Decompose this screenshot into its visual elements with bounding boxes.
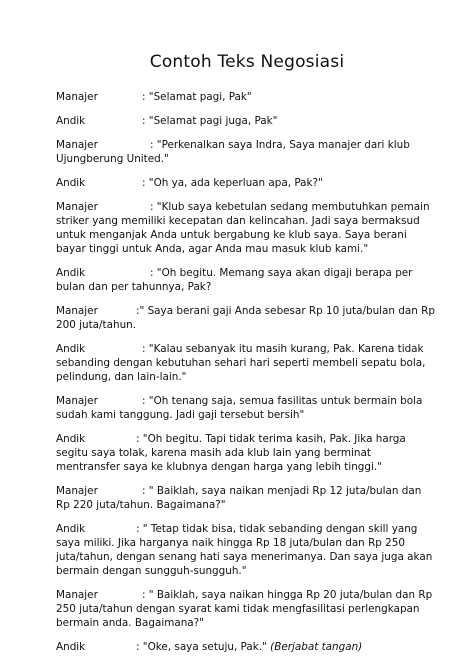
speech-text: : " Baiklah, saya naikan menjadi Rp 12 juta/bulan dan Rp 220 juta/tahun. Bagaimana?"	[56, 485, 422, 511]
speech-text: : "Selamat pagi, Pak"	[142, 91, 252, 103]
speech-text: : "Kalau sebanyak itu masih kurang, Pak. Karena tidak sebanding dengan kebutuhan sehari hari seperti membeli sepatu bola, pelindung, dan lain-lain."	[56, 343, 426, 383]
speaker-name: Manajer	[56, 395, 98, 407]
speech-text: : "Perkenalkan saya Indra, Saya manajer dari klub Ujungberung United."	[56, 139, 410, 165]
speech-text: : "Oh ya, ada keperluan apa, Pak?"	[142, 177, 323, 189]
dialogue-line	[56, 304, 438, 332]
speaker-name: Manajer	[56, 485, 98, 497]
dialogue-line	[56, 522, 438, 578]
speech-text: :" Saya berani gaji Anda sebesar Rp 10 juta/bulan dan Rp 200 juta/tahun.	[56, 305, 435, 331]
speaker-name: Manajer	[56, 589, 98, 601]
speaker-name: Andik	[56, 177, 86, 189]
speaker-name: Andik	[56, 343, 86, 355]
dialogue-line	[56, 200, 438, 256]
speaker-name: Manajer	[56, 91, 98, 103]
dialogue-line	[56, 588, 438, 630]
dialogue-line	[56, 90, 438, 104]
dialogue-line	[56, 394, 438, 422]
speech-text: : "Klub saya kebetulan sedang membutuhkan pemain striker yang memiliki kecepatan dan kelincahan. Jadi saya bermaksud untuk menganjak Anda untuk bergabung ke klub saya. Saya berani bayar tinggi untuk Anda, agar Anda mau masuk klub kami."	[56, 201, 430, 255]
speaker-name: Andik	[56, 115, 86, 127]
speech-text: : " Baiklah, saya naikan hingga Rp 20 juta/bulan dan Rp 250 juta/tahun dengan syarat kami tidak mengfasilitasi perlengkapan bermain anda. Bagaimana?"	[56, 589, 433, 629]
speaker-name: Manajer	[56, 201, 98, 213]
speech-text: : "Oh begitu. Tapi tidak terima kasih, Pak. Jika harga segitu saya tolak, karena masih ada klub lain yang berminat mentransfer saya ke klubnya dengan harga yang lebih tinggi."	[56, 433, 406, 473]
dialogue-line	[56, 432, 438, 474]
dialogue-line	[56, 266, 438, 294]
speaker-name: Andik	[56, 641, 86, 653]
speech-text: : "Oh begitu. Memang saya akan digaji berapa per bulan dan per tahunnya, Pak?	[56, 267, 413, 293]
dialogue	[56, 90, 438, 654]
dialogue-line	[56, 640, 438, 654]
speaker-name: Andik	[56, 523, 86, 535]
speaker-name: Manajer	[56, 139, 98, 151]
dialogue-line	[56, 114, 438, 128]
speaker-name: Andik	[56, 433, 86, 445]
document-title: Contoh Teks Negosiasi	[149, 52, 345, 72]
speaker-name: Manajer	[56, 305, 98, 317]
dialogue-line	[56, 138, 438, 166]
dialogue-line	[56, 484, 438, 512]
speech-text: : "Oh tenang saja, semua fasilitas untuk bermain bola sudah kami tanggung. Jadi gaji tersebut bersih"	[56, 395, 423, 421]
stage-direction: (Berjabat tangan)	[270, 641, 363, 653]
speech-text: : "Oke, saya setuju, Pak."	[136, 641, 267, 653]
dialogue-line	[56, 176, 438, 190]
speech-text: : "Selamat pagi juga, Pak"	[142, 115, 278, 127]
speech-text: : " Tetap tidak bisa, tidak sebanding dengan skill yang saya miliki. Jika harganya naik hingga Rp 18 juta/bulan dan Rp 250 juta/tahun, dengan senang hati saya menerimanya. Dan saya juga akan bermain dengan sungguh-sungguh."	[56, 523, 433, 577]
dialogue-line	[56, 342, 438, 384]
speaker-name: Andik	[56, 267, 86, 279]
